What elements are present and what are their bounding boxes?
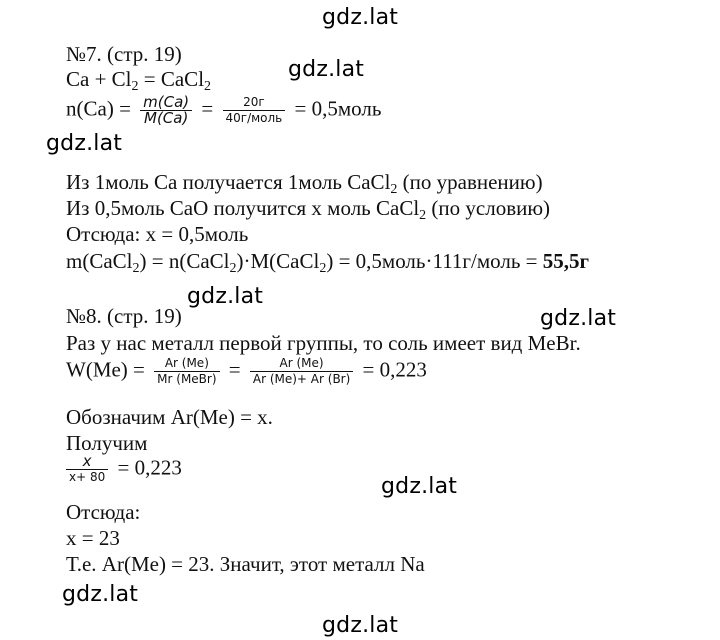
- watermark: gdz.lat: [322, 5, 399, 30]
- fraction: $\frac{20г}{\text{40г/моль}}$: [223, 95, 286, 126]
- task8-header: №8. (стр. 19): [66, 304, 182, 328]
- task7-equation: $Ca + Cl_2$ = CaCl$_2$: [66, 67, 212, 94]
- watermark: gdz.lat: [62, 582, 139, 607]
- task7-line4: m(CaCl$_2$) = n(CaCl$_2$)·M(CaCl$_2$) = 0,5моль·111г/моль = 55,5г: [66, 249, 590, 276]
- task8-line5: x = 23: [66, 526, 120, 550]
- watermark: gdz.lat: [381, 474, 458, 499]
- task8-line1: Раз у нас металл первой группы, то соль имеет вид MeBr.: [66, 331, 581, 355]
- fraction: $\frac{m(Ca)}{M(Ca)}$: [140, 95, 192, 126]
- task8-x-equation: $\frac{x}{x+ 80}$ = 0,223: [66, 454, 182, 485]
- task7-line1: Из 1моль Са получается 1моль CaCl$_2$ (по уравнению): [66, 170, 543, 197]
- task7-header: №7. (стр. 19): [66, 42, 182, 66]
- watermark: gdz.lat: [46, 131, 123, 156]
- task8-line4: Отсюда:: [66, 500, 141, 524]
- watermark: gdz.lat: [540, 306, 617, 331]
- watermark: gdz.lat: [322, 613, 399, 638]
- watermark: gdz.lat: [187, 284, 264, 309]
- fraction: $\frac{Ar (Me)}{\text{Mr (MeBr)}}$: [154, 356, 219, 387]
- task7-line3: Отсюда: х = 0,5моль: [66, 222, 249, 246]
- task7-answer: 55,5г: [542, 249, 590, 273]
- watermark: gdz.lat: [288, 57, 365, 82]
- task7-moles-calc: n(Ca) = $\frac{m(Ca)}{M(Ca)}$ = $\frac{20г}{\text{40г/моль}}$ = 0,5моль: [66, 93, 382, 127]
- task8-line6: Т.е. Ar(Me) = 23. Значит, этот металл Na: [66, 552, 425, 576]
- fraction: $\frac{x}{x+ 80}$: [66, 454, 108, 485]
- fraction: $\frac{Ar (Me)}{Ar (Me)+ Ar (Br)}$: [250, 356, 353, 387]
- task8-line3: Получим: [66, 431, 148, 455]
- task8-mass-fraction: W(Me) = $\frac{Ar (Me)}{\text{Mr (MeBr)}}$ = $\frac{Ar (Me)}{Ar (Me)+ Ar (Br)}$ = 0,223: [66, 356, 427, 386]
- task8-line2: Обозначим Ar(Me) = x.: [66, 405, 273, 429]
- task7-line2: Из 0,5моль СаО получится х моль CaCl$_2$ (по условию): [66, 196, 551, 223]
